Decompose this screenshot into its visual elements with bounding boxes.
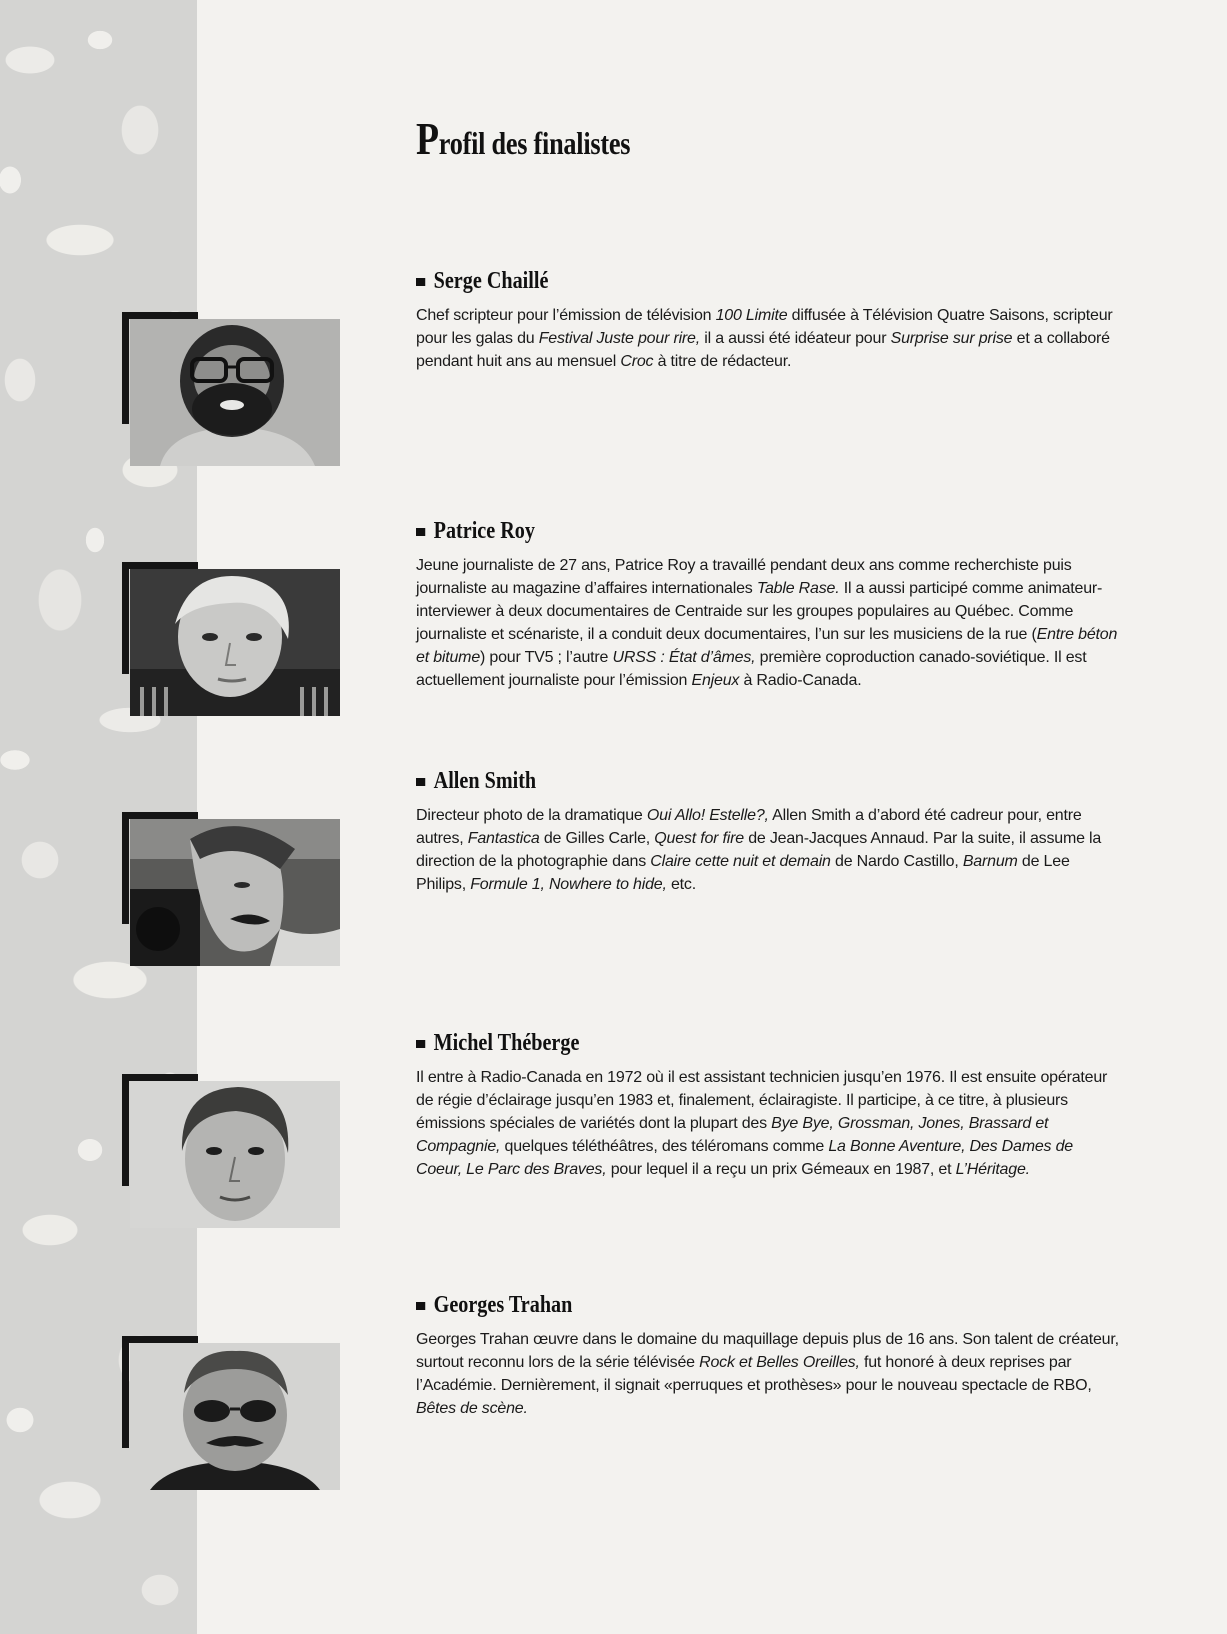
portrait-frame: [122, 1336, 340, 1490]
bio-italic-run: Quest for fire: [654, 830, 744, 847]
frame-bracket-top: [122, 812, 198, 819]
bio-text-run: Allen Smith a d’abord été cadreur pour, entre autres,: [416, 807, 1082, 847]
finalist-name: Michel Théberge: [416, 1030, 579, 1057]
bio-text-run: Directeur photo de la dramatique: [416, 807, 647, 824]
frame-bracket-top: [122, 562, 198, 569]
frame-bracket-left: [122, 562, 129, 674]
bio-italic-run: Entre béton et bitume: [416, 626, 1118, 666]
square-bullet-icon: [416, 278, 425, 286]
bio-italic-run: Bye Bye, Grossman, Jones, Brassard et Compagnie,: [416, 1115, 1049, 1155]
bio-italic-run: Oui Allo! Estelle?,: [646, 807, 769, 824]
bio-text-run: de Jean-Jacques Annaud. Par la suite, il assume la direction de la photographie dans: [416, 830, 1102, 870]
bio-italic-run: La Bonne Aventure, Des Dames de Coeur, Le Parc des Braves,: [416, 1138, 1073, 1178]
frame-bracket-left: [122, 312, 129, 424]
finalist-bio: [416, 554, 1121, 692]
bio-text-run: à titre de rédacteur.: [653, 353, 792, 370]
bio-text-run: Jeune journaliste de 27 ans, Patrice Roy a travaillé pendant deux ans comme recherchiste puis journaliste au magazine d’affaires internationales: [416, 557, 1072, 597]
finalist-name: Georges Trahan: [416, 1292, 572, 1319]
square-bullet-icon: [416, 778, 425, 786]
bio-text-run: fut honoré à deux reprises par l’Académie. Dernièrement, il signait «perruques et prothèses» pour le nouveau spectacle de RBO,: [416, 1354, 1092, 1394]
square-bullet-icon: [416, 1302, 425, 1310]
bio-italic-run: Formule 1, Nowhere to hide,: [470, 876, 667, 893]
finalist-bio: [416, 804, 1121, 896]
bio-text-run: pour lequel il a reçu un prix Gémeaux en 1987, et: [606, 1161, 956, 1178]
frame-bracket-top: [122, 312, 198, 319]
bio-text-run: Chef scripteur pour l’émission de télévision: [416, 307, 716, 324]
frame-bracket-top: [122, 1074, 198, 1081]
frame-bracket-left: [122, 812, 129, 924]
bio-italic-run: Claire cette nuit et demain: [650, 853, 831, 870]
page-title: Profil des finalistes: [416, 113, 631, 164]
bio-text-run: quelques téléthéâtres, des téléromans comme: [500, 1138, 829, 1155]
finalist-name: Serge Chaillé: [416, 268, 548, 295]
bio-italic-run: L’Héritage.: [955, 1161, 1030, 1178]
bio-text-run: de Nardo Castillo,: [830, 853, 963, 870]
bio-text-run: Georges Trahan œuvre dans le domaine du maquillage depuis plus de 16 ans. Son talent de créateur, surtout reconnu lors de la série télévisée: [416, 1331, 1119, 1371]
portrait-frame: [122, 812, 340, 966]
portrait-photo: [130, 569, 340, 716]
bio-text-run: il a aussi été idéateur pour: [700, 330, 891, 347]
bio-italic-run: Enjeux: [691, 672, 740, 689]
finalist-name: Patrice Roy: [416, 518, 535, 545]
finalist-bio: [416, 304, 1121, 373]
bio-italic-run: Rock et Belles Oreilles,: [699, 1354, 860, 1371]
bio-text-run: diffusée à Télévision Quatre Saisons, scripteur pour les galas du: [416, 307, 1113, 347]
bio-italic-run: Surprise sur prise: [890, 330, 1013, 347]
square-bullet-icon: [416, 528, 425, 536]
finalist-bio: [416, 1066, 1121, 1181]
finalist-bio: [416, 1328, 1121, 1420]
bio-text-run: première coproduction canado-soviétique. Il est actuellement journaliste pour l’émission: [416, 649, 1087, 689]
portrait-frame: [122, 1074, 340, 1228]
bio-text-run: de Lee Philips,: [416, 853, 1070, 893]
portrait-photo: [130, 1343, 340, 1490]
portrait-photo: [130, 319, 340, 466]
bio-italic-run: Bêtes de scène.: [416, 1400, 528, 1417]
bio-text-run: etc.: [666, 876, 696, 893]
frame-bracket-left: [122, 1336, 129, 1448]
bio-italic-run: Fantastica: [467, 830, 540, 847]
finalist-name: Allen Smith: [416, 768, 536, 795]
bio-italic-run: 100 Limite: [715, 307, 788, 324]
portrait-frame: [122, 312, 340, 466]
bio-italic-run: Table Rase.: [756, 580, 840, 597]
bio-text-run: Il entre à Radio-Canada en 1972 où il est assistant technicien jusqu’en 1976. Il est ensuite opérateur de régie d’éclairage jusqu’en 1983 et, finalement, éclairagiste. Il participe, à ce titre, à plusieurs émissions spéciales de variétés dont la plupart des: [416, 1069, 1108, 1132]
bio-text-run: de Gilles Carle,: [539, 830, 655, 847]
bio-italic-run: URSS : État d’âmes,: [612, 649, 756, 666]
bio-text-run: à Radio-Canada.: [739, 672, 862, 689]
bio-text-run: Il a aussi participé comme animateur-interviewer à deux documentaires de Centraide sur les groupes populaires au Québec. Comme journaliste et scénariste, il a conduit deux documentaires, l’un sur les musiciens de la rue (: [416, 580, 1103, 643]
portrait-photo: [130, 819, 340, 966]
bio-italic-run: Festival Juste pour rire,: [538, 330, 701, 347]
portrait-photo: [130, 1081, 340, 1228]
frame-bracket-top: [122, 1336, 198, 1343]
bio-italic-run: Croc: [620, 353, 654, 370]
frame-bracket-left: [122, 1074, 129, 1186]
bio-text-run: ) pour TV5 ; l’autre: [480, 649, 613, 666]
portrait-frame: [122, 562, 340, 716]
square-bullet-icon: [416, 1040, 425, 1048]
bio-italic-run: Barnum: [962, 853, 1018, 870]
bio-text-run: et a collaboré pendant huit ans au mensuel: [416, 330, 1110, 370]
